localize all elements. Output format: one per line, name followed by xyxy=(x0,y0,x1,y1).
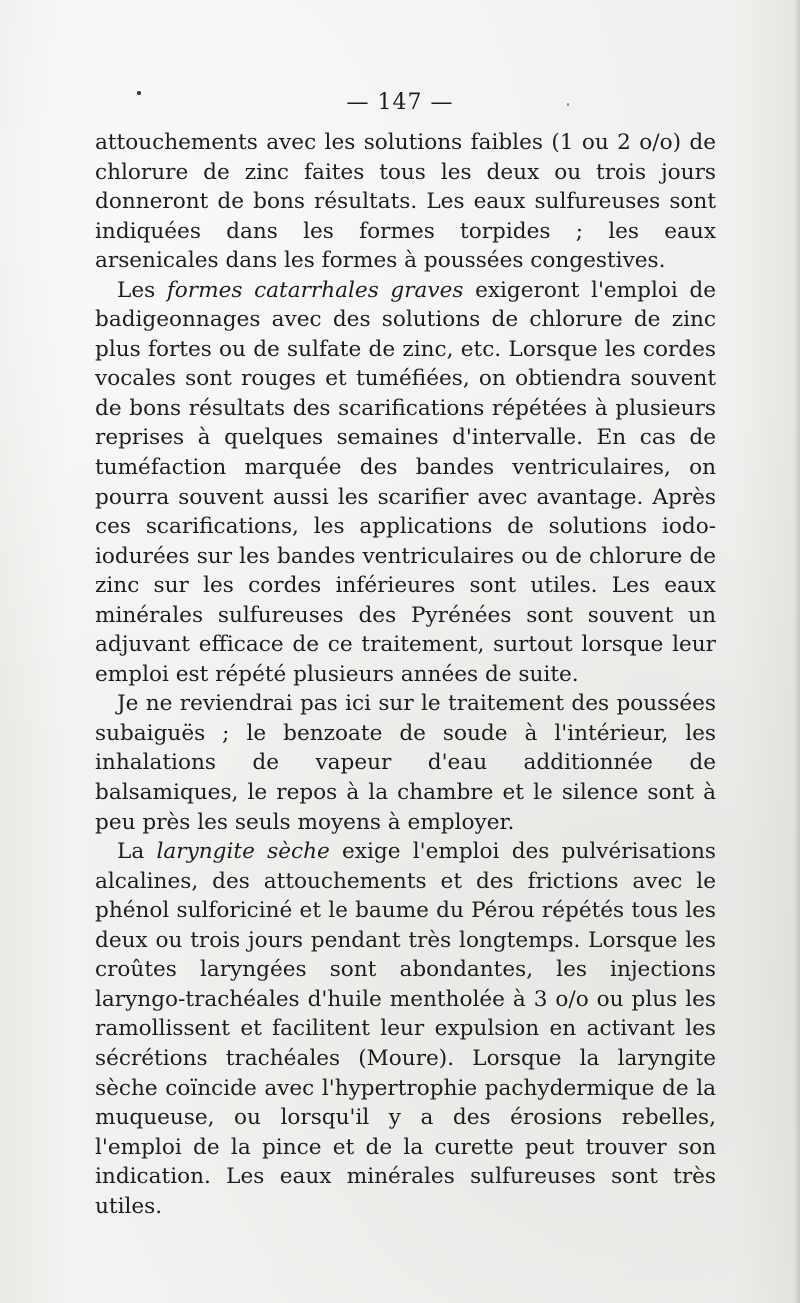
paragraph-4-intro: La xyxy=(117,839,157,865)
paragraph-4-italic-term: laryngite sèche xyxy=(156,839,330,865)
body-text xyxy=(95,128,716,1221)
paragraph-3-text: Je ne reviendrai pas ici sur le traitement des poussées subaiguës ; le benzoate de soude à l'intérieur, les inhalations de vapeur d'eau additionnée de balsamiques, le repos à la chambre et le silence sont à peu près les seuls moyens à employer. xyxy=(95,691,716,835)
page-edge-shadow xyxy=(794,0,800,1303)
paragraph-2-text: exigeront l'emploi de badigeonnages avec des solutions de chlorure de zinc plus fortes ou de sulfate de zinc, etc. Lorsque les cordes vocales sont rouges et tuméfiées, on obtiendra souvent de bons résultats des scarifications répétées à plusieurs reprises à quelques semaines d'intervalle. En cas de tuméfaction marquée des bandes ventriculaires, on pourra souvent aussi les scarifier avec avantage. Après ces scarifications, les applications de solutions iodo-iodurées sur les bandes ventriculaires ou de chlorure de zinc sur les cordes inférieures sont utiles. Les eaux minérales sulfureuses des Pyrénées sont souvent un adjuvant efficace de ce traitement, surtout lorsque leur emploi est répété plusieurs années de suite. xyxy=(95,277,716,687)
paragraph-2-italic-term: formes catarrhales graves xyxy=(166,277,464,303)
paragraph-4 xyxy=(95,837,716,1221)
paragraph-1-text: attouchements avec les solutions faibles (1 ou 2 o/o) de chlorure de zinc faites tous les deux ou trois jours donneront de bons résultats. Les eaux sulfureuses sont indiquées dans les formes torpides ; les eaux arsenicales dans les formes à poussées congestives. xyxy=(95,130,716,274)
paragraph-2-intro: Les xyxy=(117,277,167,303)
paragraph-2 xyxy=(95,276,716,690)
paragraph-3 xyxy=(95,689,716,837)
page-number: — 147 — xyxy=(346,90,454,115)
paragraph-1 xyxy=(95,128,716,276)
paragraph-4-text: exige l'emploi des pulvérisations alcalines, des attouchements et des frictions avec le phénol sulforiciné et le baume du Pérou répétés tous les deux ou trois jours pendant très longtemps. Lorsque les croûtes laryngées sont abondantes, les injections laryngo-trachéales d'huile mentholée à 3 o/o ou plus les ramollissent et facilitent leur expulsion en activant les sécrétions trachéales (Moure). Lorsque la laryngite sèche coïncide avec l'hypertrophie pachydermique de la muqueuse, ou lorsqu'il y a des érosions rebelles, l'emploi de la pince et de la curette peut trouver son indication. Les eaux minérales sulfureuses sont très utiles. xyxy=(95,839,717,1219)
